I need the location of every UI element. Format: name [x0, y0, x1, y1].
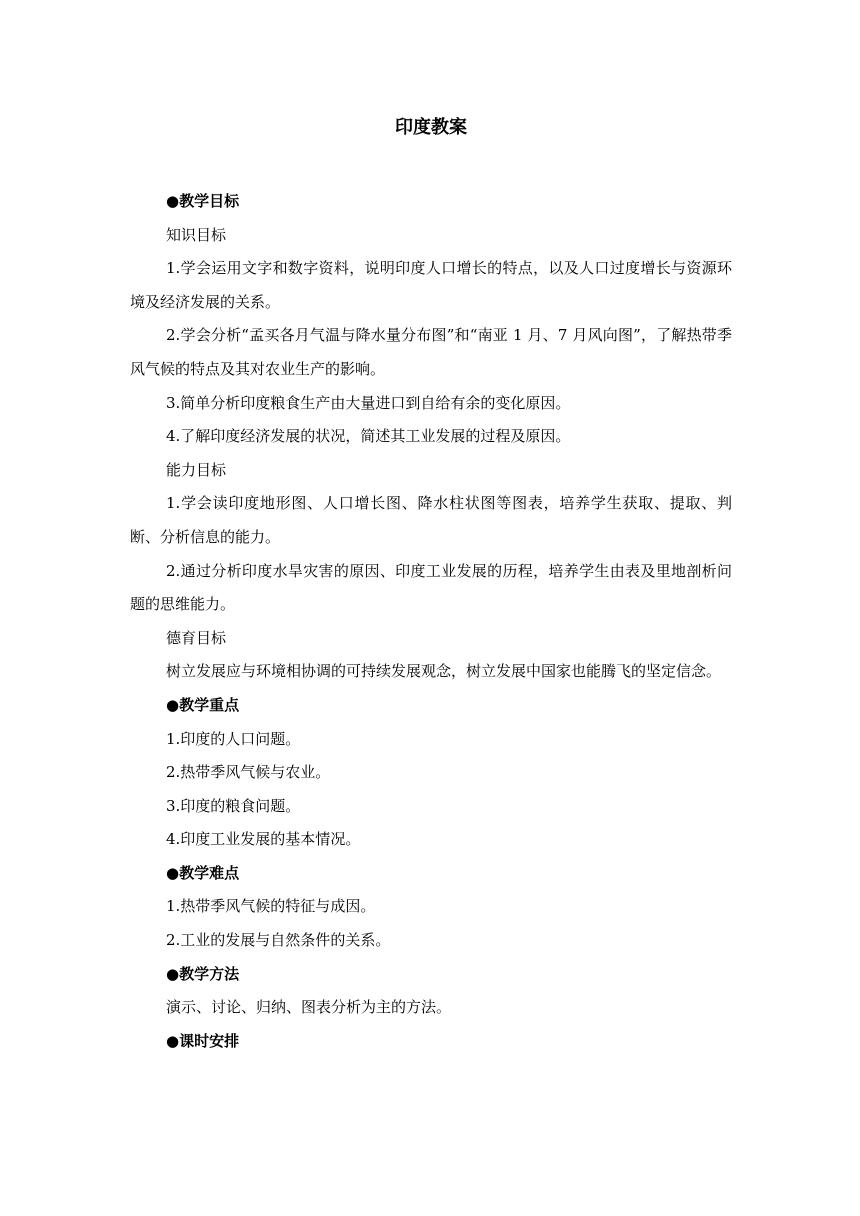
- paragraph: 3.印度的粮食问题。: [166, 796, 301, 815]
- paragraph: 演示、讨论、归纳、图表分析为主的方法。: [166, 998, 452, 1017]
- paragraph: 3.简单分析印度粮食生产由大量进口到自给有余的变化原因。: [166, 393, 571, 412]
- paragraph: 德育目标: [166, 628, 227, 647]
- paragraph: 2.学会分析“孟买各月气温与降水量分布图”和“南亚 1 月、7 月风向图”，了解热带季风气候的特点及其对农业生产的影响。: [130, 326, 732, 378]
- paragraph: 2.工业的发展与自然条件的关系。: [166, 931, 391, 950]
- paragraph: 1.热带季风气候的特征与成因。: [166, 897, 376, 916]
- paragraph: 4.了解印度经济发展的状况，简述其工业发展的过程及原因。: [166, 427, 571, 446]
- section-heading: ●课时安排: [166, 1031, 240, 1050]
- paragraph: 能力目标: [166, 460, 227, 479]
- paragraph: 2.热带季风气候与农业。: [166, 763, 331, 782]
- paragraph: 4.印度工业发展的基本情况。: [166, 830, 361, 849]
- document-title: 印度教案: [395, 117, 467, 138]
- section-heading: ●教学难点: [166, 863, 240, 882]
- document-body: [130, 185, 732, 1058]
- paragraph: 1.印度的人口问题。: [166, 729, 301, 748]
- paragraph: 2.通过分析印度水旱灾害的原因、印度工业发展的历程，培养学生由表及里地剖析问题的思维能力。: [130, 561, 732, 614]
- paragraph: 知识目标: [166, 225, 227, 244]
- section-heading: ●教学目标: [166, 192, 240, 210]
- paragraph: 树立发展应与环境相协调的可持续发展观念，树立发展中国家也能腾飞的坚定信念。: [166, 662, 722, 681]
- section-heading: ●教学重点: [166, 695, 240, 714]
- section-heading: ●教学方法: [166, 964, 240, 983]
- paragraph: 1.学会运用文字和数字资料，说明印度人口增长的特点，以及人口过度增长与资源环境及经济发展的关系。: [130, 259, 732, 311]
- paragraph: 1.学会读印度地形图、人口增长图、降水柱状图等图表，培养学生获取、提取、判断、分析信息的能力。: [130, 494, 732, 546]
